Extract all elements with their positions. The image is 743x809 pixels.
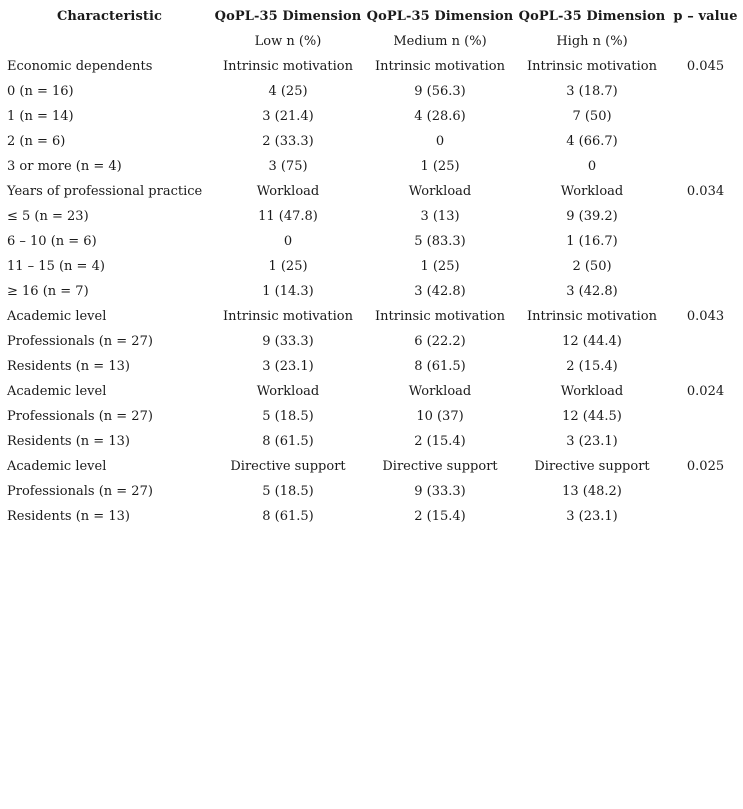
cell-characteristic: Residents (n = 13) <box>7 509 130 524</box>
cell-low: 8 (61.5) <box>262 434 314 449</box>
header-dimension-high: QoPL-35 Dimension <box>518 9 666 24</box>
table-row <box>7 179 743 204</box>
cell-medium: Intrinsic motivation <box>375 59 505 74</box>
cell-p-value <box>668 504 743 529</box>
cell-p-value <box>668 354 743 379</box>
cell-p-value <box>668 79 743 104</box>
table-row <box>7 379 743 404</box>
table-row <box>7 504 743 529</box>
cell-characteristic: Economic dependents <box>7 59 153 74</box>
table-row <box>7 304 743 329</box>
cell-characteristic: Professionals (n = 27) <box>7 484 153 499</box>
cell-medium: Workload <box>408 384 472 399</box>
cell-low: 1 (25) <box>268 259 308 274</box>
cell-p-value: 0.043 <box>686 309 725 324</box>
cell-low: 2 (33.3) <box>262 134 314 149</box>
table-row <box>7 479 743 504</box>
cell-p-value <box>668 204 743 229</box>
cell-medium: 3 (42.8) <box>414 284 466 299</box>
table-row <box>7 104 743 129</box>
cell-high: 13 (48.2) <box>562 484 622 499</box>
cell-high: 12 (44.5) <box>562 409 622 424</box>
cell-p-value: 0.025 <box>686 459 725 474</box>
cell-low: 9 (33.3) <box>262 334 314 349</box>
cell-low: Workload <box>256 384 320 399</box>
table-row <box>7 129 743 154</box>
cell-medium: 9 (33.3) <box>414 484 466 499</box>
cell-high: 3 (23.1) <box>566 509 618 524</box>
cell-medium: 2 (15.4) <box>414 509 466 524</box>
cell-medium: 1 (25) <box>420 259 460 274</box>
table-row <box>7 254 743 279</box>
subheader-high: High n (%) <box>556 34 628 49</box>
table-row <box>7 204 743 229</box>
cell-low: 5 (18.5) <box>262 409 314 424</box>
table-row <box>7 404 743 429</box>
cell-high: 3 (18.7) <box>566 84 618 99</box>
cell-characteristic: 3 or more (n = 4) <box>7 159 122 174</box>
cell-medium: 4 (28.6) <box>414 109 466 124</box>
cell-high: 4 (66.7) <box>566 134 618 149</box>
qopl35-results-table <box>7 4 743 529</box>
cell-high: Directive support <box>534 459 650 474</box>
cell-characteristic: Professionals (n = 27) <box>7 409 153 424</box>
cell-characteristic: 0 (n = 16) <box>7 84 74 99</box>
cell-low: 5 (18.5) <box>262 484 314 499</box>
cell-characteristic: Professionals (n = 27) <box>7 334 153 349</box>
cell-high: 2 (15.4) <box>566 359 618 374</box>
subheader-p-empty <box>668 29 743 54</box>
cell-medium: 10 (37) <box>416 409 464 424</box>
cell-high: 2 (50) <box>572 259 612 274</box>
cell-p-value <box>668 429 743 454</box>
cell-high: Intrinsic motivation <box>527 309 657 324</box>
cell-p-value <box>668 129 743 154</box>
cell-characteristic: 6 – 10 (n = 6) <box>7 234 97 249</box>
cell-low: 11 (47.8) <box>258 209 318 224</box>
table-header <box>7 4 743 29</box>
table-body <box>7 29 743 529</box>
cell-high: 9 (39.2) <box>566 209 618 224</box>
table-row <box>7 229 743 254</box>
cell-p-value <box>668 479 743 504</box>
header-p-value: p – value <box>673 9 738 24</box>
cell-low: 1 (14.3) <box>262 284 314 299</box>
cell-p-value: 0.045 <box>686 59 725 74</box>
cell-low: 0 <box>283 234 293 249</box>
cell-high: Workload <box>560 384 624 399</box>
cell-p-value <box>668 229 743 254</box>
cell-low: 3 (75) <box>268 159 308 174</box>
cell-p-value <box>668 154 743 179</box>
cell-high: 7 (50) <box>572 109 612 124</box>
cell-medium: 9 (56.3) <box>414 84 466 99</box>
cell-characteristic: Academic level <box>7 459 107 474</box>
cell-medium: 0 <box>435 134 445 149</box>
cell-medium: 6 (22.2) <box>414 334 466 349</box>
cell-medium: 3 (13) <box>420 209 460 224</box>
table-row <box>7 429 743 454</box>
cell-medium: 8 (61.5) <box>414 359 466 374</box>
table-row <box>7 454 743 479</box>
table-row <box>7 329 743 354</box>
cell-medium: Intrinsic motivation <box>375 309 505 324</box>
header-row <box>7 4 743 29</box>
cell-high: Workload <box>560 184 624 199</box>
cell-p-value <box>668 404 743 429</box>
cell-characteristic: Years of professional practice <box>7 184 203 199</box>
cell-characteristic: 2 (n = 6) <box>7 134 66 149</box>
cell-p-value: 0.024 <box>686 384 725 399</box>
cell-p-value <box>668 254 743 279</box>
cell-medium: 5 (83.3) <box>414 234 466 249</box>
cell-medium: Workload <box>408 184 472 199</box>
cell-low: Workload <box>256 184 320 199</box>
cell-medium: 1 (25) <box>420 159 460 174</box>
table-row <box>7 354 743 379</box>
cell-low: 8 (61.5) <box>262 509 314 524</box>
cell-low: 3 (21.4) <box>262 109 314 124</box>
cell-high: Intrinsic motivation <box>527 59 657 74</box>
cell-high: 0 <box>587 159 597 174</box>
table-row <box>7 54 743 79</box>
cell-characteristic: Academic level <box>7 309 107 324</box>
cell-p-value: 0.034 <box>686 184 725 199</box>
cell-characteristic: 11 – 15 (n = 4) <box>7 259 105 274</box>
cell-low: Intrinsic motivation <box>223 309 353 324</box>
table-row <box>7 154 743 179</box>
subheader-medium: Medium n (%) <box>393 34 487 49</box>
cell-characteristic: Residents (n = 13) <box>7 434 130 449</box>
cell-p-value <box>668 279 743 304</box>
subheader-row <box>7 29 743 54</box>
cell-low: Intrinsic motivation <box>223 59 353 74</box>
cell-low: 4 (25) <box>268 84 308 99</box>
subheader-low: Low n (%) <box>254 34 322 49</box>
cell-medium: Directive support <box>382 459 498 474</box>
cell-high: 3 (42.8) <box>566 284 618 299</box>
cell-p-value <box>668 329 743 354</box>
table-row <box>7 279 743 304</box>
cell-p-value <box>668 104 743 129</box>
header-characteristic: Characteristic <box>56 9 163 24</box>
cell-high: 12 (44.4) <box>562 334 622 349</box>
cell-characteristic: 1 (n = 14) <box>7 109 74 124</box>
cell-characteristic: ≥ 16 (n = 7) <box>7 284 89 299</box>
cell-characteristic: Residents (n = 13) <box>7 359 130 374</box>
cell-characteristic: Academic level <box>7 384 107 399</box>
cell-high: 1 (16.7) <box>566 234 618 249</box>
subheader-empty <box>7 29 212 54</box>
cell-low: Directive support <box>230 459 346 474</box>
header-dimension-low: QoPL-35 Dimension <box>214 9 362 24</box>
header-dimension-medium: QoPL-35 Dimension <box>366 9 514 24</box>
cell-characteristic: ≤ 5 (n = 23) <box>7 209 89 224</box>
cell-low: 3 (23.1) <box>262 359 314 374</box>
cell-high: 3 (23.1) <box>566 434 618 449</box>
table-row <box>7 79 743 104</box>
cell-medium: 2 (15.4) <box>414 434 466 449</box>
